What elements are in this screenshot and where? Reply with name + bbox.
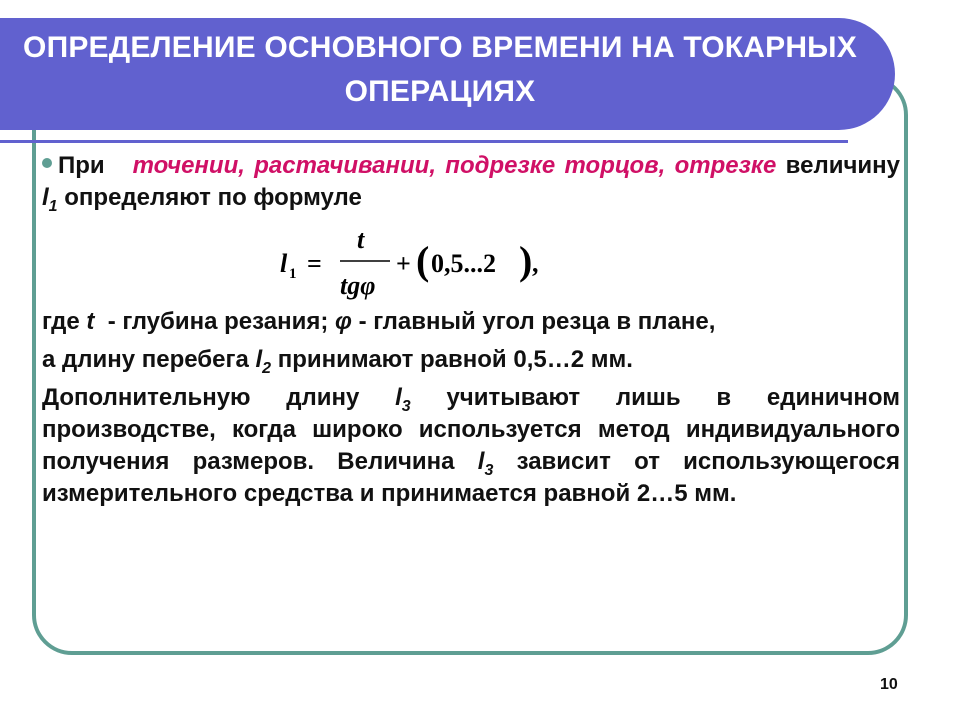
para4-a: Дополнительную длину <box>42 384 360 411</box>
paragraph-operations <box>42 150 900 214</box>
var-t: t <box>86 308 95 335</box>
formula-tail: , <box>532 249 539 278</box>
page-number: 10 <box>880 676 898 693</box>
formula-lhs: l <box>280 249 288 278</box>
var-l2: l <box>255 346 263 373</box>
var-l3-second-sub: 3 <box>484 461 494 479</box>
var-l1-sub: 1 <box>48 197 58 215</box>
paragraph-overrun <box>42 344 900 376</box>
formula-numerator: t <box>357 225 365 254</box>
para4-b: учитывают лишь в единичном производстве, когда широко используется метод индивидуального получения размеров. Величина <box>42 384 901 475</box>
formula-plus: + <box>396 249 411 278</box>
para2-c: - главный угол резца в плане, <box>358 308 716 335</box>
formula-svg <box>274 214 594 304</box>
slide-body <box>42 150 900 510</box>
paragraph-additional-length <box>42 382 900 510</box>
paragraph-definitions <box>42 306 900 338</box>
title-underline <box>0 140 848 143</box>
var-phi: φ <box>335 308 352 335</box>
slide-title: ОПРЕДЕЛЕНИЕ ОСНОВНОГО ВРЕМЕНИ НА ТОКАРНЫХ ОПЕРАЦИЯХ <box>23 31 857 108</box>
formula-range: 0,5...2 <box>431 249 496 278</box>
para1-lead: При <box>58 152 105 179</box>
var-l3-sub: 3 <box>401 397 411 415</box>
formula-denominator: tgφ <box>340 271 376 300</box>
var-l3-second: l <box>477 448 485 475</box>
var-l1: l <box>42 184 49 211</box>
paren-open: ( <box>416 238 430 283</box>
var-l3: l <box>395 384 402 411</box>
para3-a: а длину перебега <box>42 346 249 373</box>
para1-text-a: величину <box>785 152 900 179</box>
bullet-icon <box>42 158 52 168</box>
formula-lhs-sub: 1 <box>289 266 297 282</box>
paren-close: ) <box>519 238 533 283</box>
formula-l1 <box>42 214 900 304</box>
operations-list: точении, растачивании, подрезке торцов, отрезке <box>132 152 777 179</box>
formula-eq: = <box>307 249 322 278</box>
para2-b: - глубина резания; <box>107 308 329 335</box>
var-l2-sub: 2 <box>262 359 272 377</box>
para3-b: принимают равной 0,5…2 мм. <box>277 346 633 373</box>
para4-c: зависит от использующегося измерительного средства и принимается равной 2…5 мм. <box>42 448 900 507</box>
para1-text-b: определяют по формуле <box>64 184 362 211</box>
para2-a: где <box>42 308 80 335</box>
